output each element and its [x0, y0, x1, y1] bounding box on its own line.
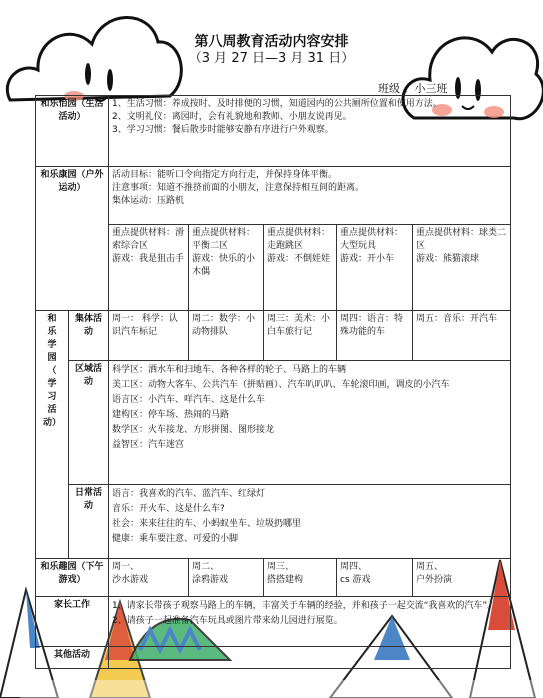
parents-item: 1、请家长带孩子观察马路上的车辆，丰富关于车辆的经验，并和孩子一起交流“我喜欢的汽车”。 — [112, 601, 497, 611]
study-header-char: 和 — [47, 314, 57, 324]
page-title: 第八周教育活动内容安排 — [194, 34, 349, 50]
outdoor-material: 重点提供材料：平衡二区 — [192, 228, 256, 251]
study-header-char: 学 — [47, 340, 57, 350]
study-header-char: 习 — [47, 392, 57, 402]
group-activity-label: 集体活动 — [69, 311, 109, 361]
outdoor-goal: 活动目标：能听口令向指定方向行走，并保持身体平衡。 — [112, 170, 338, 180]
outdoor-cell — [109, 225, 189, 311]
area-activity-label: 区域活动 — [69, 361, 109, 485]
study-header-char: （ — [47, 366, 57, 376]
study-header-char: 活 — [47, 405, 57, 415]
play-game: cs 游戏 — [340, 575, 371, 585]
outdoor-intro — [109, 167, 511, 225]
outdoor-cell — [189, 225, 264, 311]
outdoor-cell — [413, 225, 511, 311]
parents-header: 家长工作 — [36, 597, 109, 647]
study-header-char: 学 — [47, 379, 57, 389]
parents-content — [109, 597, 511, 647]
group-activity-day: 周五：音乐：开汽车 — [413, 311, 511, 361]
parents-row — [36, 597, 511, 647]
outdoor-material: 重点提供材料：走跑跳区 — [267, 228, 331, 251]
daily-activity-label: 日常活动 — [69, 485, 109, 559]
life-item: 1、生活习惯：养成按时、及时排便的习惯，知道园内的公共厕所位置和使用方法。 — [112, 99, 442, 109]
play-day-label: 周二、 — [192, 562, 220, 572]
daily-item: 社会：来来往往的车、小蚂蚁坐车、垃圾扔哪里 — [112, 519, 302, 529]
play-day — [189, 559, 264, 597]
area-item: 科学区：洒水车和扫地车、各种各样的轮子、马路上的车辆 — [112, 365, 347, 375]
daily-item: 音乐：开火车、这是什么车? — [112, 504, 225, 514]
play-day — [337, 559, 413, 597]
life-header: 和乐怡园（生活活动） — [36, 96, 109, 167]
group-activity-day: 周三：美术：小白车旅行记 — [264, 311, 337, 361]
study-group-row — [36, 311, 511, 361]
other-content — [109, 647, 511, 669]
play-game: 沙水游戏 — [112, 575, 149, 585]
outdoor-note: 注意事项：知道不推挤前面的小朋友，注意保持相互间的距离。 — [112, 183, 365, 193]
play-game: 户外扮演 — [416, 575, 453, 585]
outdoor-game: 游戏：快乐的小木偶 — [192, 254, 256, 277]
life-item: 2、文明礼仪：离园时，会有礼貌地和教师、小朋友说再见。 — [112, 112, 352, 122]
date-range: （3 月 27 日—3 月 31 日） — [188, 51, 355, 66]
other-header: 其他活动 — [36, 647, 109, 669]
outdoor-material: 重点提供材料：大型玩具 — [340, 228, 404, 251]
outdoor-material: 重点提供材料：滑索综合区 — [112, 228, 185, 251]
outdoor-header: 和乐康园（户外运动） — [36, 167, 109, 311]
study-daily-row — [36, 485, 511, 559]
other-row — [36, 647, 511, 669]
play-day — [413, 559, 511, 597]
area-activity-content — [109, 361, 511, 485]
outdoor-row — [36, 167, 511, 225]
area-item: 语言区：小汽车、咩汽车、这是什么车 — [112, 395, 266, 405]
play-day — [264, 559, 337, 597]
play-row — [36, 559, 511, 597]
outdoor-game: 游戏：我是狙击手 — [112, 254, 185, 264]
outdoor-game: 游戏：开小车 — [340, 254, 395, 264]
play-game: 涂鸦游戏 — [192, 575, 229, 585]
study-area-row — [36, 361, 511, 485]
play-day-label: 周一、 — [112, 562, 140, 572]
daily-item: 健康：乘车要注意、可爱的小脚 — [112, 534, 239, 544]
area-item: 益智区：汽车迷宫 — [112, 440, 185, 450]
play-day-label: 周五、 — [416, 562, 444, 572]
study-header — [36, 311, 69, 559]
life-item: 3、学习习惯：餐后散步时能够安静有序进行户外观察。 — [112, 125, 334, 135]
class-label: 班级 ：小三班 — [378, 82, 448, 95]
schedule-table — [35, 95, 511, 669]
study-header-char: 动） — [42, 418, 61, 428]
group-activity-day: 周四：语言：特殊功能的车 — [337, 311, 413, 361]
outdoor-material: 重点提供材料：球类二区 — [416, 228, 507, 251]
area-item: 数学区：火车接龙、方形拼图、图形接龙 — [112, 425, 275, 435]
life-content — [109, 96, 511, 167]
life-row — [36, 96, 511, 167]
outdoor-group: 集体运动：压路机 — [112, 196, 185, 206]
study-header-char: 乐 — [47, 327, 57, 337]
study-header-char: 园 — [47, 353, 57, 363]
group-activity-day: 周二：数学：小动物排队 — [189, 311, 264, 361]
play-day-label: 周四、 — [340, 562, 368, 572]
outdoor-cell — [337, 225, 413, 311]
play-header: 和乐趣园（下午游戏） — [36, 559, 109, 597]
group-activity-day: 周一： 科学：认识汽车标记 — [109, 311, 189, 361]
area-item: 建构区：停车场、热闹的马路 — [112, 410, 230, 420]
area-item: 美工区：动物大客车、公共汽车（拼贴画）、汽车叭叭叭、车轮滚印画，调皮的小汽车 — [112, 380, 450, 390]
header — [0, 34, 543, 67]
daily-item: 语言：我喜欢的汽车、蓝汽车、红绿灯 — [112, 489, 266, 499]
outdoor-cell — [264, 225, 337, 311]
play-day-label: 周三、 — [267, 562, 295, 572]
parents-item: 2、请孩子一起准备汽车玩具或图片带来幼儿园进行展览。 — [112, 616, 343, 626]
play-game: 搭搭建构 — [267, 575, 304, 585]
outdoor-game: 游戏：不倒娃娃 — [267, 254, 331, 264]
outdoor-game: 游戏：熊猫滚球 — [416, 254, 480, 264]
play-day — [109, 559, 189, 597]
daily-activity-content — [109, 485, 511, 559]
